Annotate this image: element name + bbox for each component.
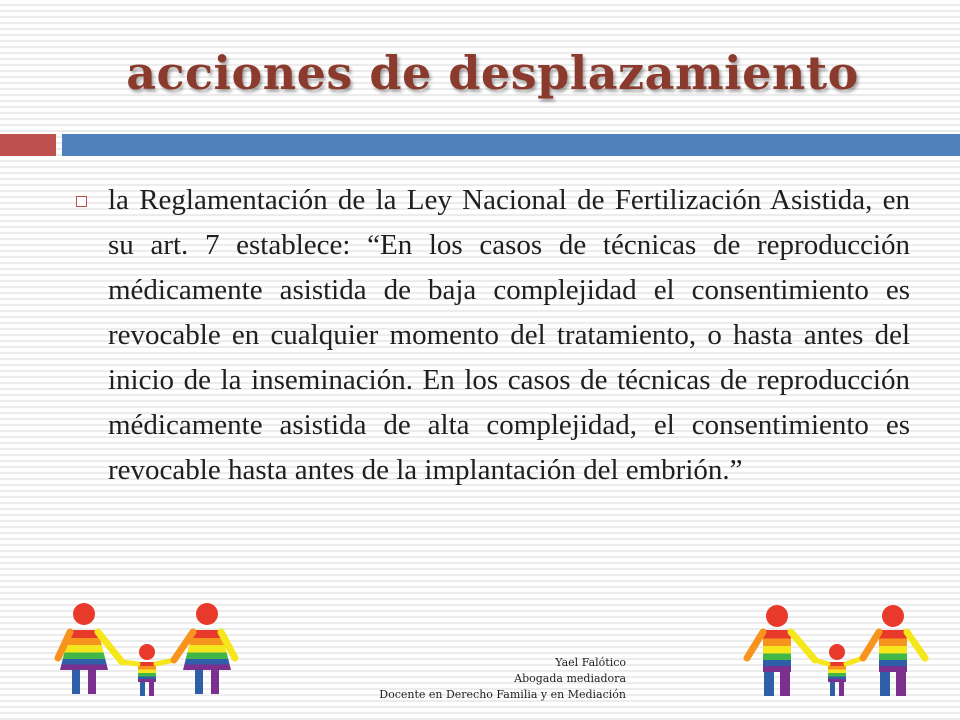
rainbow-family-right-icon (735, 600, 935, 700)
accent-bar-red (0, 134, 56, 156)
author-teaching: Docente en Derecho Familia y en Mediación (379, 688, 626, 701)
bullet-paragraph: la Reglamentación de la Ley Nacional de Fertilización Asistida, en su art. 7 establece: “En los casos de técnicas de reproducción médicamente asistida de baja complejidad el consentimiento es revocable en cualquier momento del tratamiento, o hasta antes del inicio de la inseminación. En los casos de técnicas de reproducción médicamente asistida de alta complejidad, el consentimiento es revocable hasta antes de la implantación del embrión.” (108, 184, 910, 486)
accent-bar-blue (62, 134, 960, 156)
author-credit (300, 655, 626, 703)
rainbow-family-left-icon (52, 600, 252, 700)
square-bullet-icon (76, 196, 87, 207)
author-role: Abogada mediadora (514, 672, 626, 685)
slide-title: acciones de desplazamiento (126, 46, 859, 100)
author-name: Yael Falótico (555, 656, 626, 669)
